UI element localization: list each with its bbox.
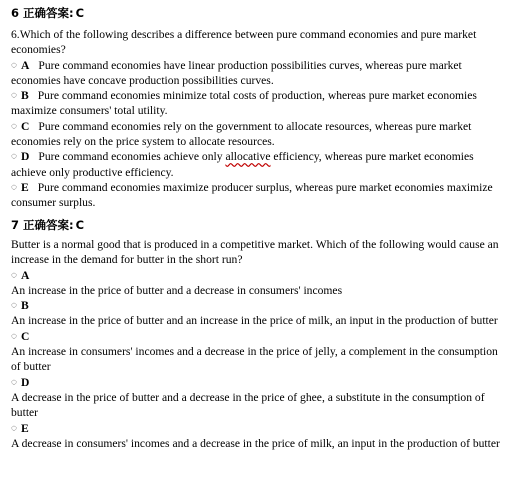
option-letter: C <box>21 119 30 133</box>
option-text: Pure command economies maximize producer surplus, whereas pure market economies maximize consumer surplus. <box>11 180 493 210</box>
option-d[interactable] <box>11 375 503 421</box>
radio-button-icon[interactable]: ◌ <box>11 269 17 281</box>
correct-answer: C <box>75 6 85 20</box>
option-letter: B <box>21 89 29 103</box>
option-text-before: Pure command economies achieve only <box>38 150 226 164</box>
option-c[interactable] <box>11 119 503 150</box>
option-letter: E <box>21 180 29 194</box>
radio-button-icon[interactable]: ◌ <box>11 181 17 193</box>
option-text: Pure command economies minimize total costs of production, whereas pure market economies maximize consumers' total utility. <box>11 89 477 118</box>
option-a[interactable] <box>11 58 503 89</box>
option-e[interactable] <box>11 180 503 211</box>
option-letter: E <box>21 421 29 435</box>
option-text: An increase in the price of butter and a decrease in consumers' incomes <box>11 283 343 297</box>
option-b[interactable] <box>11 298 503 329</box>
answer-header-label: 7 正确答案: <box>11 218 74 232</box>
question-text: 6.Which of the following describes a difference between pure command economies and pure market economies? <box>11 28 477 57</box>
option-a[interactable] <box>11 268 503 299</box>
option-letter: D <box>21 375 30 389</box>
option-text: A decrease in consumers' incomes and a decrease in the price of milk, an input in the production of butter <box>11 436 500 450</box>
option-d[interactable] <box>11 149 503 180</box>
radio-button-icon[interactable]: ◌ <box>11 330 17 342</box>
question-7 <box>11 218 503 451</box>
option-text-after: efficiency, whereas pure market economies achieve only productive efficiency. <box>11 150 474 179</box>
option-c[interactable] <box>11 329 503 375</box>
option-letter: B <box>21 299 29 313</box>
option-letter: A <box>21 58 30 72</box>
radio-button-icon[interactable]: ◌ <box>11 151 17 163</box>
question-6 <box>11 6 503 211</box>
option-e[interactable] <box>11 421 503 452</box>
option-text: An increase in the price of butter and an increase in the price of milk, an input in the production of butter <box>11 314 498 328</box>
option-letter: A <box>21 268 30 282</box>
option-text: An increase in consumers' incomes and a decrease in the price of jelly, a complement in the consumption of butter <box>11 345 498 374</box>
answer-header-7 <box>11 218 503 233</box>
radio-button-icon[interactable]: ◌ <box>11 59 17 71</box>
radio-button-icon[interactable]: ◌ <box>11 90 17 102</box>
correct-answer: C <box>75 218 85 232</box>
option-b[interactable] <box>11 88 503 119</box>
spellcheck-underlined-word: allocative <box>225 150 271 164</box>
question-text: Butter is a normal good that is produced in a competitive market. Which of the following would cause an increase in the demand for butter in the short run? <box>11 238 499 267</box>
radio-button-icon[interactable]: ◌ <box>11 376 17 388</box>
radio-button-icon[interactable]: ◌ <box>11 300 17 312</box>
option-letter: C <box>21 329 30 343</box>
answer-header-label: 6 正确答案: <box>11 6 74 20</box>
option-letter: D <box>21 150 30 164</box>
answer-header-6 <box>11 6 503 21</box>
option-text: Pure command economies rely on the government to allocate resources, whereas pure market economies rely on the price system to allocate resources. <box>11 119 472 149</box>
radio-button-icon[interactable]: ◌ <box>11 422 17 434</box>
radio-button-icon[interactable]: ◌ <box>11 120 17 132</box>
option-text: Pure command economies have linear production possibilities curves, whereas pure market economies have concave production possibilities curves. <box>11 58 462 87</box>
option-text: A decrease in the price of butter and a decrease in the price of ghee, a substitute in the consumption of butter <box>11 390 485 420</box>
